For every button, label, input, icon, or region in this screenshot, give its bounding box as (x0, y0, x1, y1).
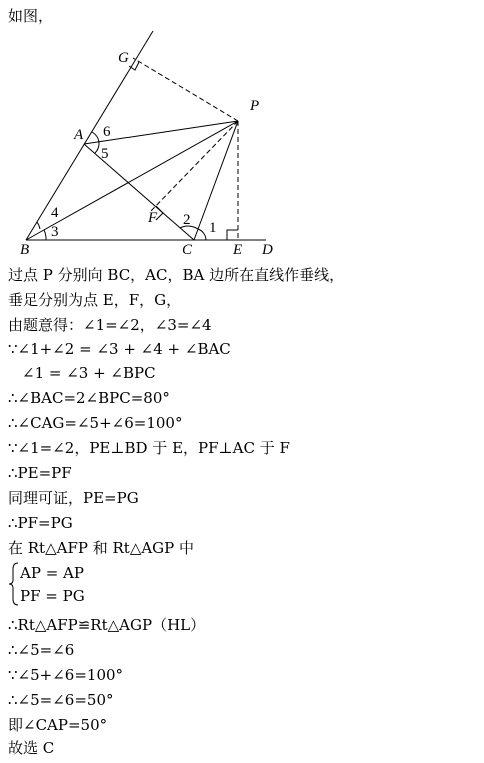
right-angle-e (227, 230, 238, 240)
intro-text: 如图， (8, 7, 54, 25)
label-g: G (118, 50, 129, 66)
solution-line-18: 故选 C (8, 739, 55, 757)
solution-line-10: 同理可证，PE=PG (8, 489, 139, 507)
arc-angle-4 (37, 222, 40, 229)
label-e: E (233, 242, 243, 258)
label-d: D (262, 242, 273, 258)
label-angle-3: 3 (51, 224, 59, 240)
solution-line-4: ∵∠1+∠2 = ∠3 + ∠4 + ∠BAC (8, 340, 231, 358)
solution-line-13: ∴Rt△AFP≌Rt△AGP（HL） (8, 616, 206, 634)
label-b: B (20, 242, 30, 258)
dashed-pf (149, 121, 238, 213)
solution-line-1: 过点 P 分别向 BC，AC，BA 边所在直线作垂线， (8, 266, 345, 284)
solution-line-9: ∴PE=PF (8, 464, 72, 482)
solution-line-12: 在 Rt△AFP 和 Rt△AGP 中 (8, 539, 195, 557)
equation-system (8, 561, 108, 607)
label-angle-2: 2 (183, 212, 191, 228)
line-bp (26, 121, 238, 240)
label-angle-6: 6 (103, 124, 111, 140)
arc-angle-3 (44, 230, 46, 240)
solution-line-16: ∴∠5=∠6=50° (8, 691, 114, 709)
arc-angle-5 (95, 142, 99, 153)
arc-angle-6 (92, 132, 99, 142)
solution-line-7: ∴∠CAG=∠5+∠6=100° (8, 414, 183, 432)
label-angle-1: 1 (209, 220, 217, 236)
dashed-pg (133, 58, 238, 121)
label-f: F (148, 210, 158, 226)
solution-line-17: 即∠CAP=50° (8, 716, 108, 734)
label-c: C (182, 242, 193, 258)
label-a: A (74, 127, 84, 143)
label-angle-5: 5 (101, 146, 109, 162)
solution-line-2: 垂足分别为点 E，F，G， (8, 291, 182, 309)
solution-line-14: ∴∠5=∠6 (8, 641, 75, 659)
solution-line-15: ∵∠5+∠6=100° (8, 666, 124, 684)
brace-icon (8, 561, 20, 607)
label-p: P (250, 98, 260, 114)
label-angle-4: 4 (51, 205, 59, 221)
solution-line-3: 由题意得：∠1=∠2，∠3=∠4 (8, 316, 212, 334)
arc-angle-1 (198, 229, 206, 240)
solution-line-5: ∠1 = ∠3 + ∠BPC (22, 364, 156, 382)
system-line-1: AP = AP (20, 564, 84, 582)
solution-line-8: ∵∠1=∠2，PE⊥BD 于 E，PF⊥AC 于 F (8, 439, 290, 457)
solution-line-6: ∴∠BAC=2∠BPC=80° (8, 389, 170, 407)
solution-line-11: ∴PF=PG (8, 514, 73, 532)
geometry-figure (0, 22, 484, 258)
line-bg (26, 31, 153, 240)
system-line-2: PF = PG (20, 587, 85, 605)
